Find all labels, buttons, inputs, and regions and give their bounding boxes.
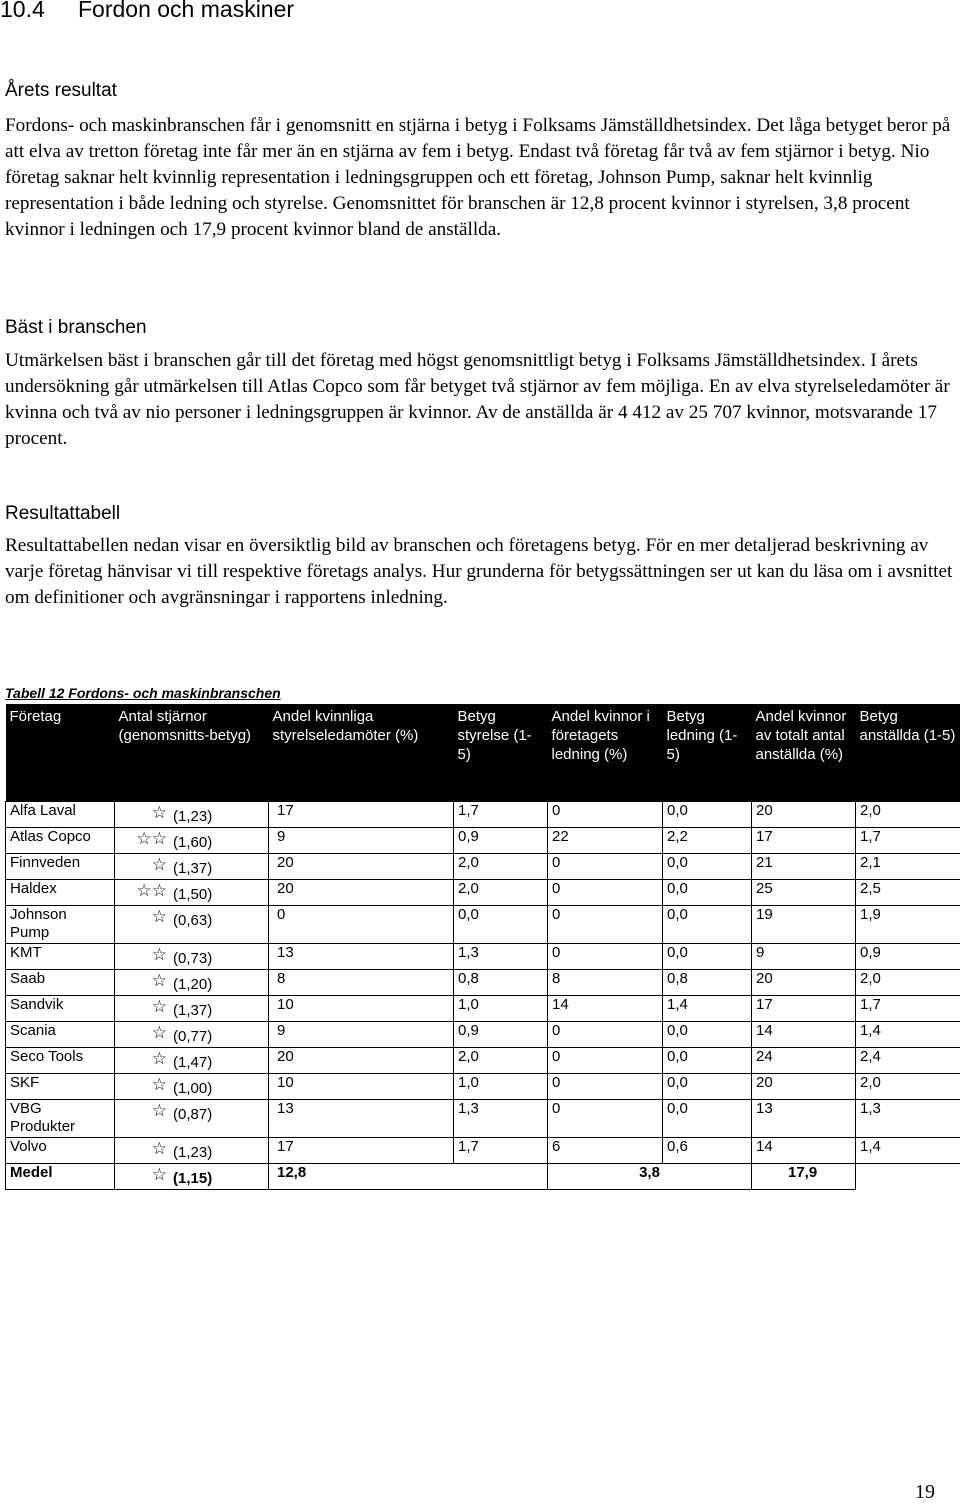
cell-stars	[115, 1164, 269, 1190]
cell-stars	[115, 1100, 269, 1138]
star-icon: ☆☆	[136, 881, 167, 900]
star-icon: ☆☆	[136, 829, 167, 848]
cell-board-score: 1,7	[454, 802, 548, 828]
cell-company: Medel	[6, 1164, 115, 1190]
cell-company: VBG Produkter	[6, 1100, 115, 1138]
cell-board-pct: 20	[269, 1048, 454, 1074]
cell-mgmt-pct: 0	[548, 1048, 663, 1074]
star-icon: ☆	[151, 1139, 167, 1158]
star-icon: ☆	[151, 1023, 167, 1042]
cell-emp-pct: 13	[752, 1100, 856, 1138]
cell-avg: (1,60)	[173, 834, 213, 851]
cell-emp-pct: 17,9	[752, 1164, 856, 1190]
cell-avg: (0,77)	[173, 1028, 213, 1045]
cell-stars	[115, 802, 269, 828]
cell-board-score: 1,3	[454, 944, 548, 970]
cell-emp-pct: 20	[752, 802, 856, 828]
cell-avg: (1,47)	[173, 1054, 213, 1071]
cell-stars	[115, 944, 269, 970]
cell-emp-score: 0,9	[856, 944, 960, 970]
cell-company: Seco Tools	[6, 1048, 115, 1074]
table-row	[6, 1048, 960, 1074]
cell-company: Volvo	[6, 1138, 115, 1164]
star-icon: ☆	[151, 855, 167, 874]
table-row-average	[6, 1164, 960, 1190]
cell-avg: (1,00)	[173, 1080, 213, 1097]
cell-stars	[115, 1138, 269, 1164]
cell-board-pct: 8	[269, 970, 454, 996]
cell-mgmt-score: 0,0	[663, 854, 752, 880]
cell-emp-score: 2,4	[856, 1048, 960, 1074]
cell-mgmt-pct: 0	[548, 802, 663, 828]
table-row	[6, 880, 960, 906]
cell-mgmt-score: 0,0	[663, 880, 752, 906]
cell-mgmt-pct: 22	[548, 828, 663, 854]
cell-board-pct: 20	[269, 854, 454, 880]
table-row	[6, 1074, 960, 1100]
cell-board-score: 0,9	[454, 828, 548, 854]
cell-mgmt-score: 0,0	[663, 1100, 752, 1138]
star-icon: ☆	[151, 1101, 167, 1120]
cell-mgmt-score: 0,0	[663, 944, 752, 970]
cell-board-pct: 9	[269, 1022, 454, 1048]
table-row	[6, 854, 960, 880]
cell-company: Alfa Laval	[6, 802, 115, 828]
cell-board-score: 2,0	[454, 1048, 548, 1074]
header-emp-score: Betyg anställda (1-5)	[856, 704, 960, 802]
cell-board-pct: 0	[269, 906, 454, 944]
cell-company: Finnveden	[6, 854, 115, 880]
cell-emp-score: 2,1	[856, 854, 960, 880]
cell-emp-score: 1,4	[856, 1022, 960, 1048]
cell-avg: (1,37)	[173, 1002, 213, 1019]
table-row	[6, 828, 960, 854]
table-row	[6, 1138, 960, 1164]
cell-stars	[115, 970, 269, 996]
cell-board-pct: 20	[269, 880, 454, 906]
cell-board-pct: 10	[269, 1074, 454, 1100]
cell-empty	[856, 1164, 960, 1190]
cell-stars	[115, 996, 269, 1022]
cell-mgmt-pct: 0	[548, 880, 663, 906]
resulttable-paragraph: Resultattabellen nedan visar en översiktlig bild av branschen och företagens betyg. För en mer detaljerad beskrivning av varje företag hänvisar vi till respektive företags analys. Hur grunderna för betygssättningen ser ut kan du läsa om i avsnittet om definitioner och avgränsningar i rapportens inledning.	[5, 535, 953, 608]
cell-mgmt-pct: 0	[548, 1022, 663, 1048]
cell-stars	[115, 828, 269, 854]
cell-mgmt-pct: 0	[548, 944, 663, 970]
cell-stars	[115, 854, 269, 880]
cell-emp-score: 2,5	[856, 880, 960, 906]
cell-board-score: 0,9	[454, 1022, 548, 1048]
cell-stars	[115, 880, 269, 906]
table-header-row	[6, 704, 960, 802]
cell-emp-pct: 14	[752, 1022, 856, 1048]
cell-board-score: 1,7	[454, 1138, 548, 1164]
table-caption: Tabell 12 Fordons- och maskinbranschen	[5, 685, 281, 701]
cell-emp-score: 2,0	[856, 970, 960, 996]
cell-mgmt-score: 0,0	[663, 802, 752, 828]
cell-mgmt-pct: 14	[548, 996, 663, 1022]
header-mgmt-score: Betyg ledning (1-5)	[663, 704, 752, 802]
section-heading	[0, 0, 294, 23]
cell-mgmt-pct: 0	[548, 906, 663, 944]
cell-mgmt-score: 0,0	[663, 1074, 752, 1100]
cell-emp-score: 1,9	[856, 906, 960, 944]
cell-emp-pct: 20	[752, 1074, 856, 1100]
cell-stars	[115, 1048, 269, 1074]
cell-emp-score: 1,3	[856, 1100, 960, 1138]
cell-board-score: 2,0	[454, 854, 548, 880]
cell-company: KMT	[6, 944, 115, 970]
cell-stars	[115, 906, 269, 944]
cell-avg: (1,15)	[173, 1170, 213, 1187]
cell-emp-pct: 17	[752, 828, 856, 854]
cell-avg: (1,20)	[173, 976, 213, 993]
cell-mgmt-score: 1,4	[663, 996, 752, 1022]
page-number: 19	[915, 1481, 935, 1503]
header-board-pct: Andel kvinnliga styrelseledamöter (%)	[269, 704, 454, 802]
cell-board-pct: 10	[269, 996, 454, 1022]
cell-board-pct: 12,8	[269, 1164, 548, 1190]
cell-board-score: 1,0	[454, 1074, 548, 1100]
cell-emp-score: 2,0	[856, 1074, 960, 1100]
star-icon: ☆	[151, 1049, 167, 1068]
header-mgmt-pct: Andel kvinnor i företagets ledning (%)	[548, 704, 663, 802]
header-board-score: Betyg styrelse (1-5)	[454, 704, 548, 802]
cell-mgmt-pct: 0	[548, 1074, 663, 1100]
table-row	[6, 1022, 960, 1048]
cell-mgmt-score: 0,6	[663, 1138, 752, 1164]
header-emp-pct: Andel kvinnor av totalt antal anställda (%)	[752, 704, 856, 802]
star-icon: ☆	[151, 971, 167, 990]
cell-board-score: 0,8	[454, 970, 548, 996]
header-stars: Antal stjärnor (genomsnitts-betyg)	[115, 704, 269, 802]
cell-mgmt-pct: 0	[548, 1100, 663, 1138]
best-paragraph: Utmärkelsen bäst i branschen går till det företag med högst genomsnittligt betyg i Folksams Jämställdhetsindex. I årets undersökning går utmärkelsen till Atlas Copco som får betyget två stjärnor av fem möjliga. En av elva styrelseledamöter är kvinna och två av nio personer i ledningsgruppen är kvinnor. Av de anställda är 4 412 av 25 707 kvinnor, motsvarande 17 procent.	[5, 350, 950, 449]
cell-emp-pct: 14	[752, 1138, 856, 1164]
table-row	[6, 970, 960, 996]
table-row	[6, 802, 960, 828]
cell-emp-pct: 24	[752, 1048, 856, 1074]
cell-emp-pct: 19	[752, 906, 856, 944]
cell-emp-pct: 9	[752, 944, 856, 970]
cell-mgmt-pct: 0	[548, 854, 663, 880]
table-row	[6, 906, 960, 944]
star-icon: ☆	[151, 907, 167, 926]
cell-emp-score: 2,0	[856, 802, 960, 828]
table-row	[6, 996, 960, 1022]
cell-avg: (0,87)	[173, 1106, 213, 1123]
star-icon: ☆	[151, 997, 167, 1016]
cell-mgmt-score: 0,0	[663, 1048, 752, 1074]
cell-mgmt-score: 0,8	[663, 970, 752, 996]
cell-mgmt-pct: 8	[548, 970, 663, 996]
cell-board-score: 1,3	[454, 1100, 548, 1138]
cell-stars	[115, 1022, 269, 1048]
cell-company: Haldex	[6, 880, 115, 906]
cell-board-pct: 13	[269, 944, 454, 970]
cell-emp-pct: 17	[752, 996, 856, 1022]
star-icon: ☆	[151, 1075, 167, 1094]
cell-company: Atlas Copco	[6, 828, 115, 854]
star-icon: ☆	[151, 803, 167, 822]
table-row	[6, 944, 960, 970]
section-title: Fordon och maskiner	[78, 0, 295, 22]
cell-board-pct: 17	[269, 802, 454, 828]
best-heading: Bäst i branschen	[5, 317, 147, 338]
cell-mgmt-score: 0,0	[663, 906, 752, 944]
cell-company: Saab	[6, 970, 115, 996]
results-paragraph: Fordons- och maskinbranschen får i genomsnitt en stjärna i betyg i Folksams Jämställdhetsindex. Det låga betyget beror på att elva av tretton företag inte får mer än en stjärna av fem i betyg. Endast två företag får två av fem stjärnor i betyg. Nio företag saknar helt kvinnlig representation i ledningsgruppen och ett företag, Johnson Pump, saknar helt kvinnlig representation i både ledning och styrelse. Genomsnittet för branschen är 12,8 procent kvinnor i styrelsen, 3,8 procent kvinnor i ledningen och 17,9 procent kvinnor bland de anställda.	[5, 115, 951, 240]
cell-avg: (1,50)	[173, 886, 213, 903]
cell-board-pct: 17	[269, 1138, 454, 1164]
star-icon: ☆	[151, 945, 167, 964]
cell-board-score: 2,0	[454, 880, 548, 906]
cell-avg: (1,23)	[173, 808, 213, 825]
header-company: Företag	[6, 704, 115, 802]
resulttable-heading: Resultattabell	[5, 503, 121, 524]
cell-company: Sandvik	[6, 996, 115, 1022]
cell-emp-pct: 21	[752, 854, 856, 880]
results-table	[5, 704, 960, 1190]
cell-company: Johnson Pump	[6, 906, 115, 944]
table-row	[6, 1100, 960, 1138]
results-heading: Årets resultat	[5, 80, 117, 101]
cell-mgmt-pct: 6	[548, 1138, 663, 1164]
cell-company: SKF	[6, 1074, 115, 1100]
cell-board-pct: 13	[269, 1100, 454, 1138]
cell-emp-pct: 20	[752, 970, 856, 996]
cell-emp-score: 1,7	[856, 828, 960, 854]
cell-mgmt-pct: 3,8	[548, 1164, 752, 1190]
cell-avg: (1,23)	[173, 1144, 213, 1161]
cell-emp-score: 1,7	[856, 996, 960, 1022]
section-number: 10.4	[0, 0, 45, 22]
cell-stars	[115, 1074, 269, 1100]
cell-avg: (0,63)	[173, 912, 213, 929]
cell-company: Scania	[6, 1022, 115, 1048]
cell-avg: (0,73)	[173, 950, 213, 967]
cell-emp-pct: 25	[752, 880, 856, 906]
cell-emp-score: 1,4	[856, 1138, 960, 1164]
cell-avg: (1,37)	[173, 860, 213, 877]
star-icon: ☆	[151, 1165, 167, 1184]
cell-board-score: 1,0	[454, 996, 548, 1022]
cell-board-score: 0,0	[454, 906, 548, 944]
cell-mgmt-score: 0,0	[663, 1022, 752, 1048]
cell-board-pct: 9	[269, 828, 454, 854]
cell-mgmt-score: 2,2	[663, 828, 752, 854]
